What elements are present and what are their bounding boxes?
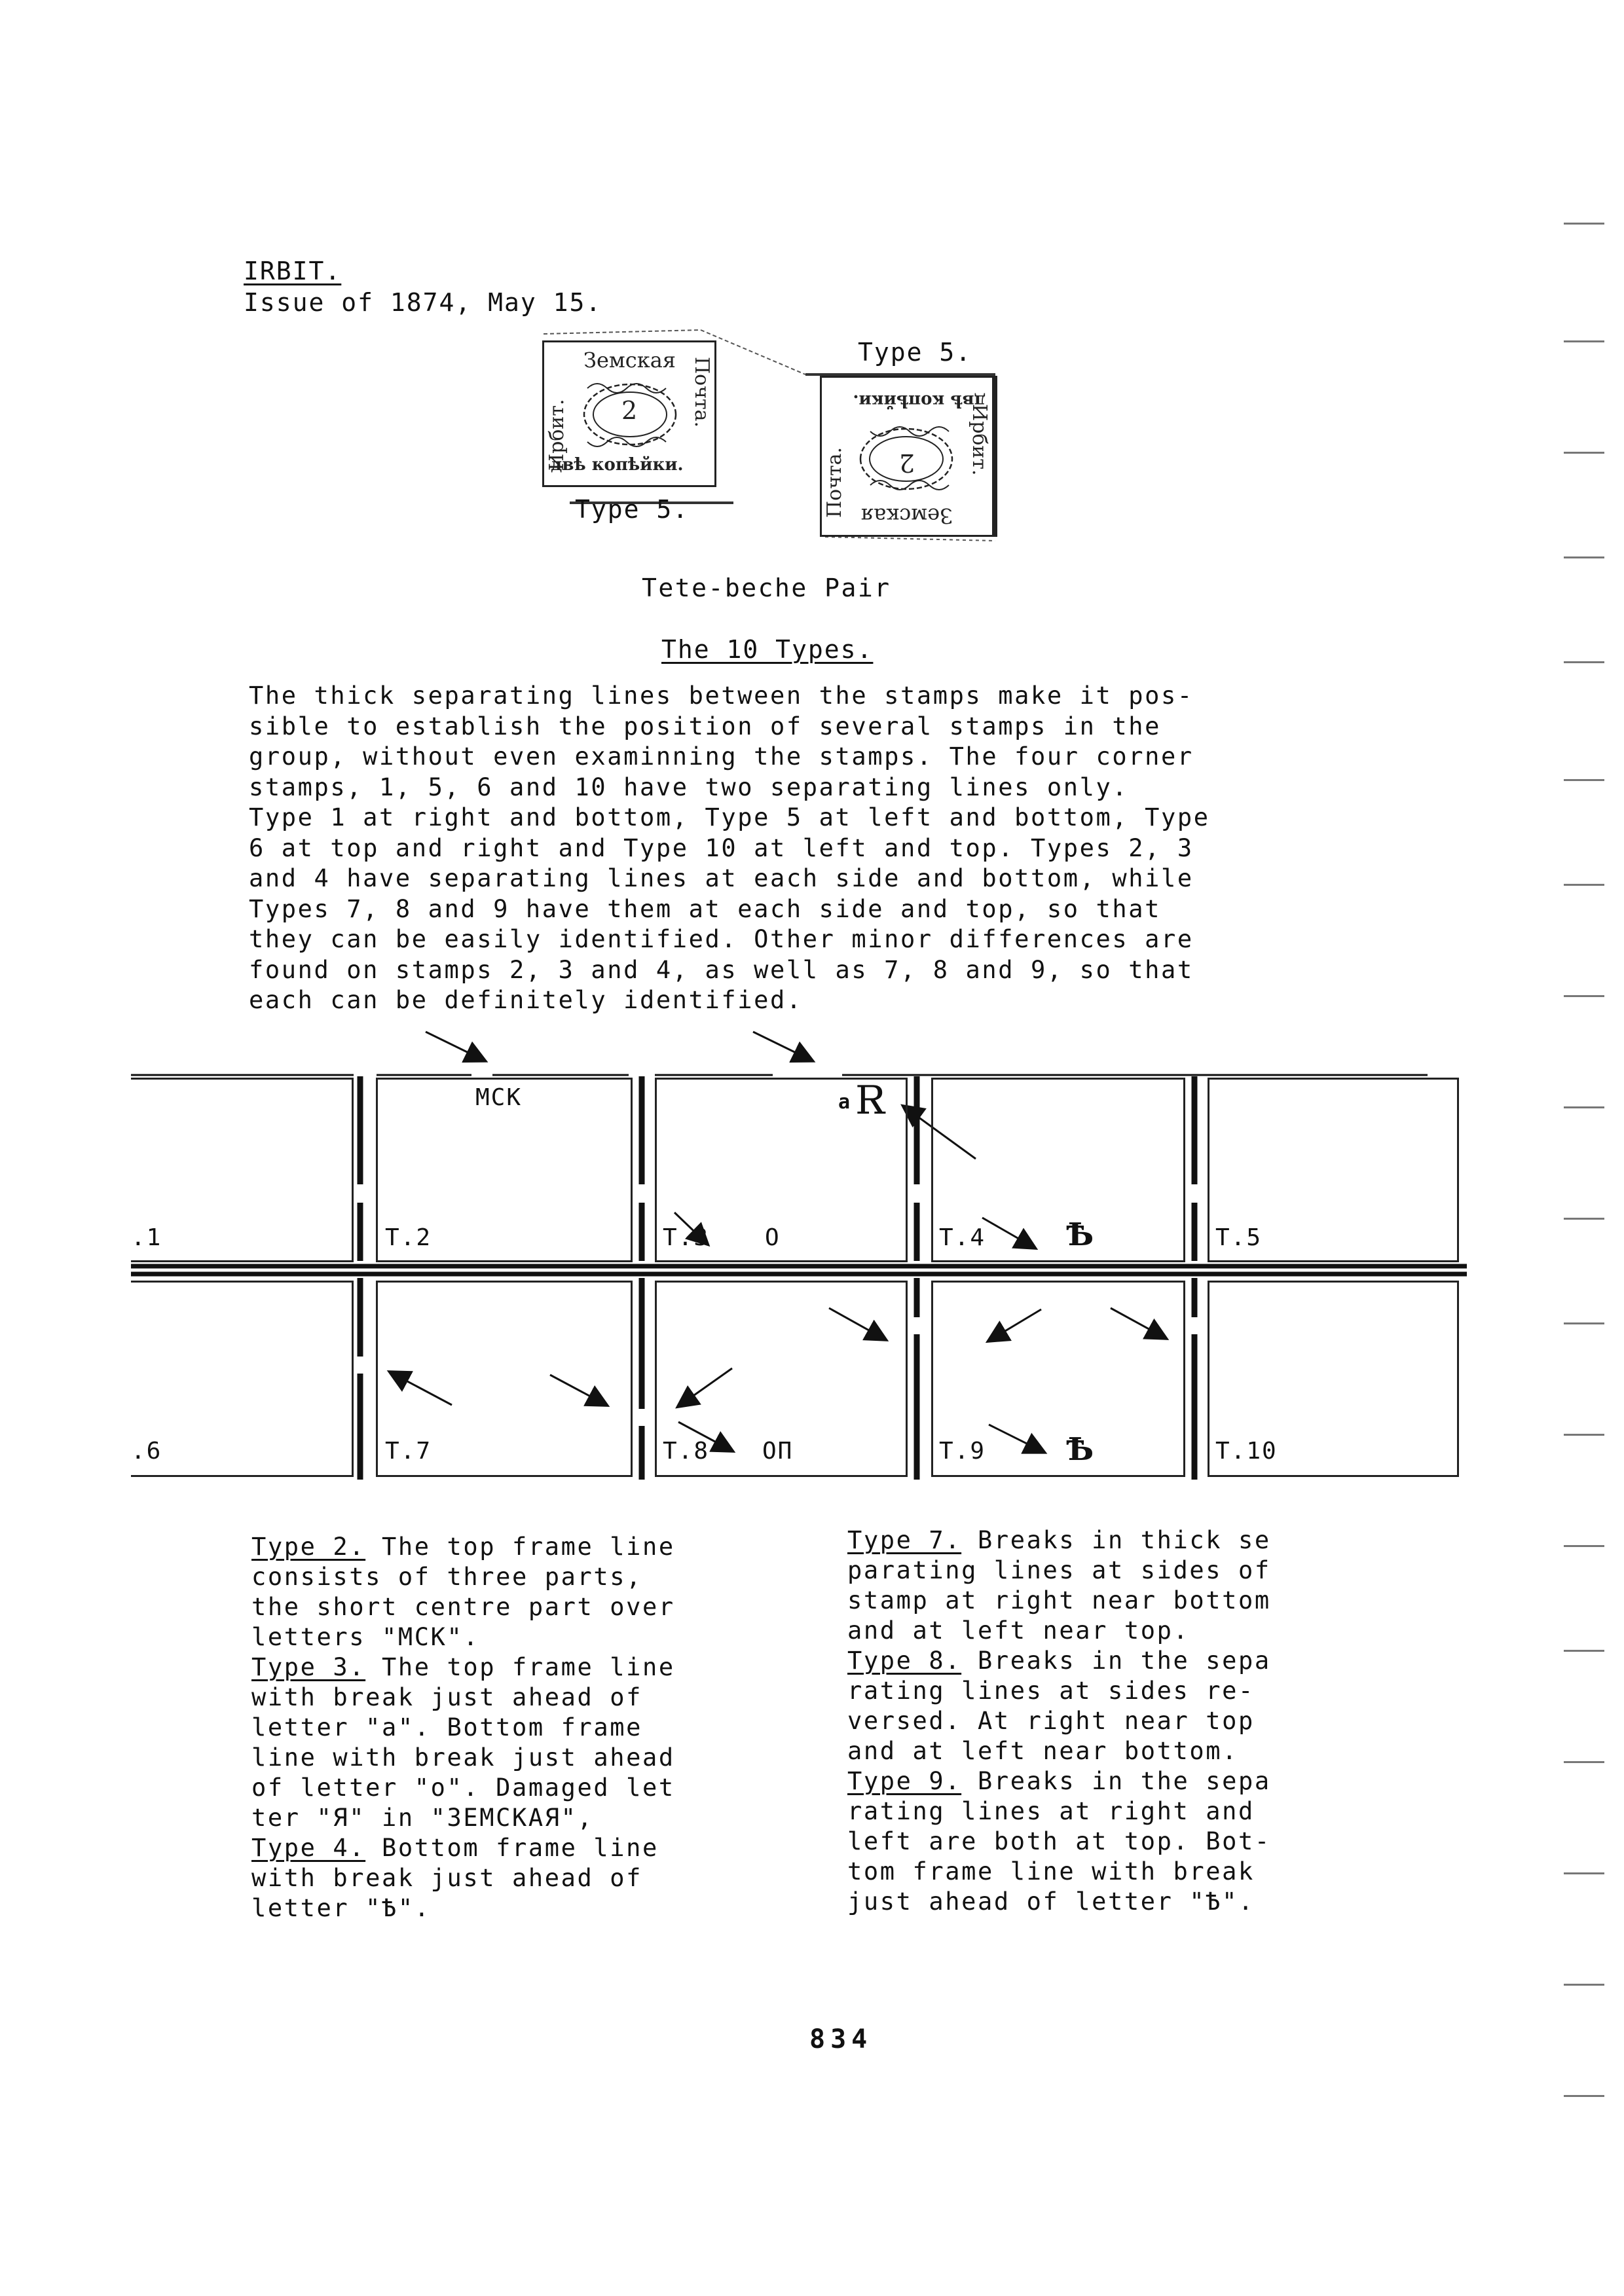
intro-line: found on stamps 2, 3 and 4, as well as 7, 8 and 9, so that xyxy=(249,955,1194,984)
note-line: consists of three parts, xyxy=(251,1563,643,1591)
note-type-label: Type 4. xyxy=(251,1834,366,1862)
note-line: letter "a". Bottom frame xyxy=(251,1713,643,1741)
note-line: and at left near top. xyxy=(847,1616,1190,1645)
notes-left-column xyxy=(251,1532,675,1923)
mark-yat-9: Ѣ xyxy=(1066,1431,1096,1468)
intro-line: Types 7, 8 and 9 have them at each side and top, so that xyxy=(249,894,1162,923)
mark-yat-4: Ѣ xyxy=(1066,1216,1096,1253)
note-type-label: Type 8. xyxy=(847,1647,962,1675)
type-label-7: T.7 xyxy=(385,1438,432,1465)
type-label-10: T.10 xyxy=(1215,1438,1278,1465)
note-type-label: Type 9. xyxy=(847,1767,962,1795)
types-diagram xyxy=(131,1021,1467,1493)
place-heading xyxy=(244,257,341,285)
notes-right-column xyxy=(847,1525,1271,1917)
type-label-4: T.4 xyxy=(939,1224,986,1251)
type-label-9: T.9 xyxy=(939,1438,986,1465)
note-line: with break just ahead of xyxy=(251,1864,643,1892)
margin-tick xyxy=(1564,452,1604,454)
margin-tick xyxy=(1564,1434,1604,1436)
stamp-upright-left-text: Ирбит. xyxy=(545,399,568,471)
note-line: Type 9. Breaks in the sepa xyxy=(847,1767,1271,1795)
mark-op: OП xyxy=(762,1438,794,1465)
stamp-upright xyxy=(542,340,716,487)
stamp-inverted-left-text: Ирбит. xyxy=(968,404,991,476)
note-line: rating lines at right and xyxy=(847,1797,1255,1825)
note-type-label: Type 3. xyxy=(251,1653,366,1681)
intro-line: The thick separating lines between the stamps make it pos- xyxy=(249,682,1194,710)
stamp-inverted-right-text: Почта. xyxy=(823,446,846,518)
page-number: 834 xyxy=(809,2024,873,2054)
intro-paragraph xyxy=(249,681,1210,1016)
margin-tick xyxy=(1564,340,1604,342)
note-line: with break just ahead of xyxy=(251,1683,643,1711)
note-line: Type 2. The top frame line xyxy=(251,1533,675,1561)
stamp-upright-bottom-text: двѣ копѣйки. xyxy=(551,455,684,475)
intro-line: each can be definitely identified. xyxy=(249,986,803,1014)
intro-line: they can be easily identified. Other minor differences are xyxy=(249,925,1194,953)
type-cell-6 xyxy=(131,1281,354,1477)
stamp-upright-top-text: Земская xyxy=(583,348,676,373)
intro-line: sible to establish the position of several stamps in the xyxy=(249,712,1162,740)
margin-tick xyxy=(1564,1984,1604,1986)
note-line: line with break just ahead xyxy=(251,1743,675,1772)
note-type-label: Type 2. xyxy=(251,1533,366,1561)
margin-tick xyxy=(1564,223,1604,225)
mark-ya: Я xyxy=(854,1078,887,1123)
stamp-inverted-value: 2 xyxy=(898,448,915,477)
type-label-3: T.3 xyxy=(663,1224,710,1251)
note-line: ter "Я" in "ЗЕМСКАЯ", xyxy=(251,1804,594,1832)
stamp-inverted xyxy=(820,376,997,537)
note-line: tom frame line with break xyxy=(847,1857,1255,1886)
margin-tick xyxy=(1564,779,1604,781)
margin-tick xyxy=(1564,1872,1604,1874)
note-line: rating lines at sides re- xyxy=(847,1677,1255,1705)
note-line: the short centre part over xyxy=(251,1593,675,1621)
note-line: Type 4. Bottom frame line xyxy=(251,1834,659,1862)
stamp-upright-value: 2 xyxy=(621,396,638,425)
margin-tick xyxy=(1564,1545,1604,1547)
mark-a: a xyxy=(838,1091,852,1114)
stamp-upright-right-text: Почта. xyxy=(690,357,713,428)
note-line: Type 7. Breaks in thick se xyxy=(847,1526,1271,1554)
margin-tick xyxy=(1564,661,1604,663)
note-line: letter "Ѣ". xyxy=(251,1894,431,1922)
note-line: stamp at right near bottom xyxy=(847,1586,1271,1614)
type-label-1: .1 xyxy=(131,1224,162,1251)
stamp-inverted-inner xyxy=(822,378,992,535)
type-label-8: T.8 xyxy=(663,1438,710,1465)
pair-caption: Tete-beche Pair xyxy=(642,574,891,602)
note-line: Type 8. Breaks in the sepa xyxy=(847,1647,1271,1675)
intro-line: 6 at top and right and Type 10 at left and top. Types 2, 3 xyxy=(249,833,1194,862)
margin-tick xyxy=(1564,995,1604,997)
stamp-upright-caption: Type 5. xyxy=(575,495,690,524)
section-title-text: The 10 Types. xyxy=(661,635,874,664)
stamp-inverted-top-text: Земская xyxy=(860,503,953,528)
intro-line: stamps, 1, 5, 6 and 10 have two separating lines only. xyxy=(249,773,1129,801)
intro-line: and 4 have separating lines at each side and bottom, while xyxy=(249,864,1194,892)
stamp-inverted-bottom-text: двѣ копѣйки. xyxy=(853,391,986,410)
issue-line: Issue of 1874, May 15. xyxy=(244,288,602,317)
note-line: parating lines at sides of xyxy=(847,1556,1271,1584)
margin-tick xyxy=(1564,1650,1604,1652)
margin-tick xyxy=(1564,1761,1604,1763)
note-line: of letter "o". Damaged let xyxy=(251,1774,675,1802)
margin-tick xyxy=(1564,884,1604,886)
margin-tick xyxy=(1564,1322,1604,1324)
note-line: versed. At right near top xyxy=(847,1707,1255,1735)
mark-o: O xyxy=(765,1224,781,1251)
place-title: IRBIT. xyxy=(244,257,342,285)
note-type-label: Type 7. xyxy=(847,1526,962,1554)
mark-mck: MCK xyxy=(475,1084,523,1111)
note-line: Type 3. The top frame line xyxy=(251,1653,675,1681)
note-line: and at left near bottom. xyxy=(847,1737,1239,1765)
type-label-6: .6 xyxy=(131,1438,162,1465)
note-line: left are both at top. Bot- xyxy=(847,1827,1271,1855)
section-title xyxy=(661,635,873,664)
intro-line: Type 1 at right and bottom, Type 5 at left and bottom, Type xyxy=(249,803,1210,831)
stamp-inverted-caption: Type 5. xyxy=(858,338,972,367)
note-line: just ahead of letter "Ѣ". xyxy=(847,1887,1255,1916)
type-label-5: T.5 xyxy=(1215,1224,1263,1251)
margin-tick xyxy=(1564,1106,1604,1108)
margin-tick xyxy=(1564,2095,1604,2097)
type-label-2: T.2 xyxy=(385,1224,432,1251)
type-cell-1 xyxy=(131,1078,354,1262)
intro-line: group, without even examinning the stamps. The four corner xyxy=(249,742,1194,771)
note-line: letters "MCK". xyxy=(251,1623,480,1651)
margin-tick xyxy=(1564,1218,1604,1220)
margin-tick xyxy=(1564,556,1604,558)
